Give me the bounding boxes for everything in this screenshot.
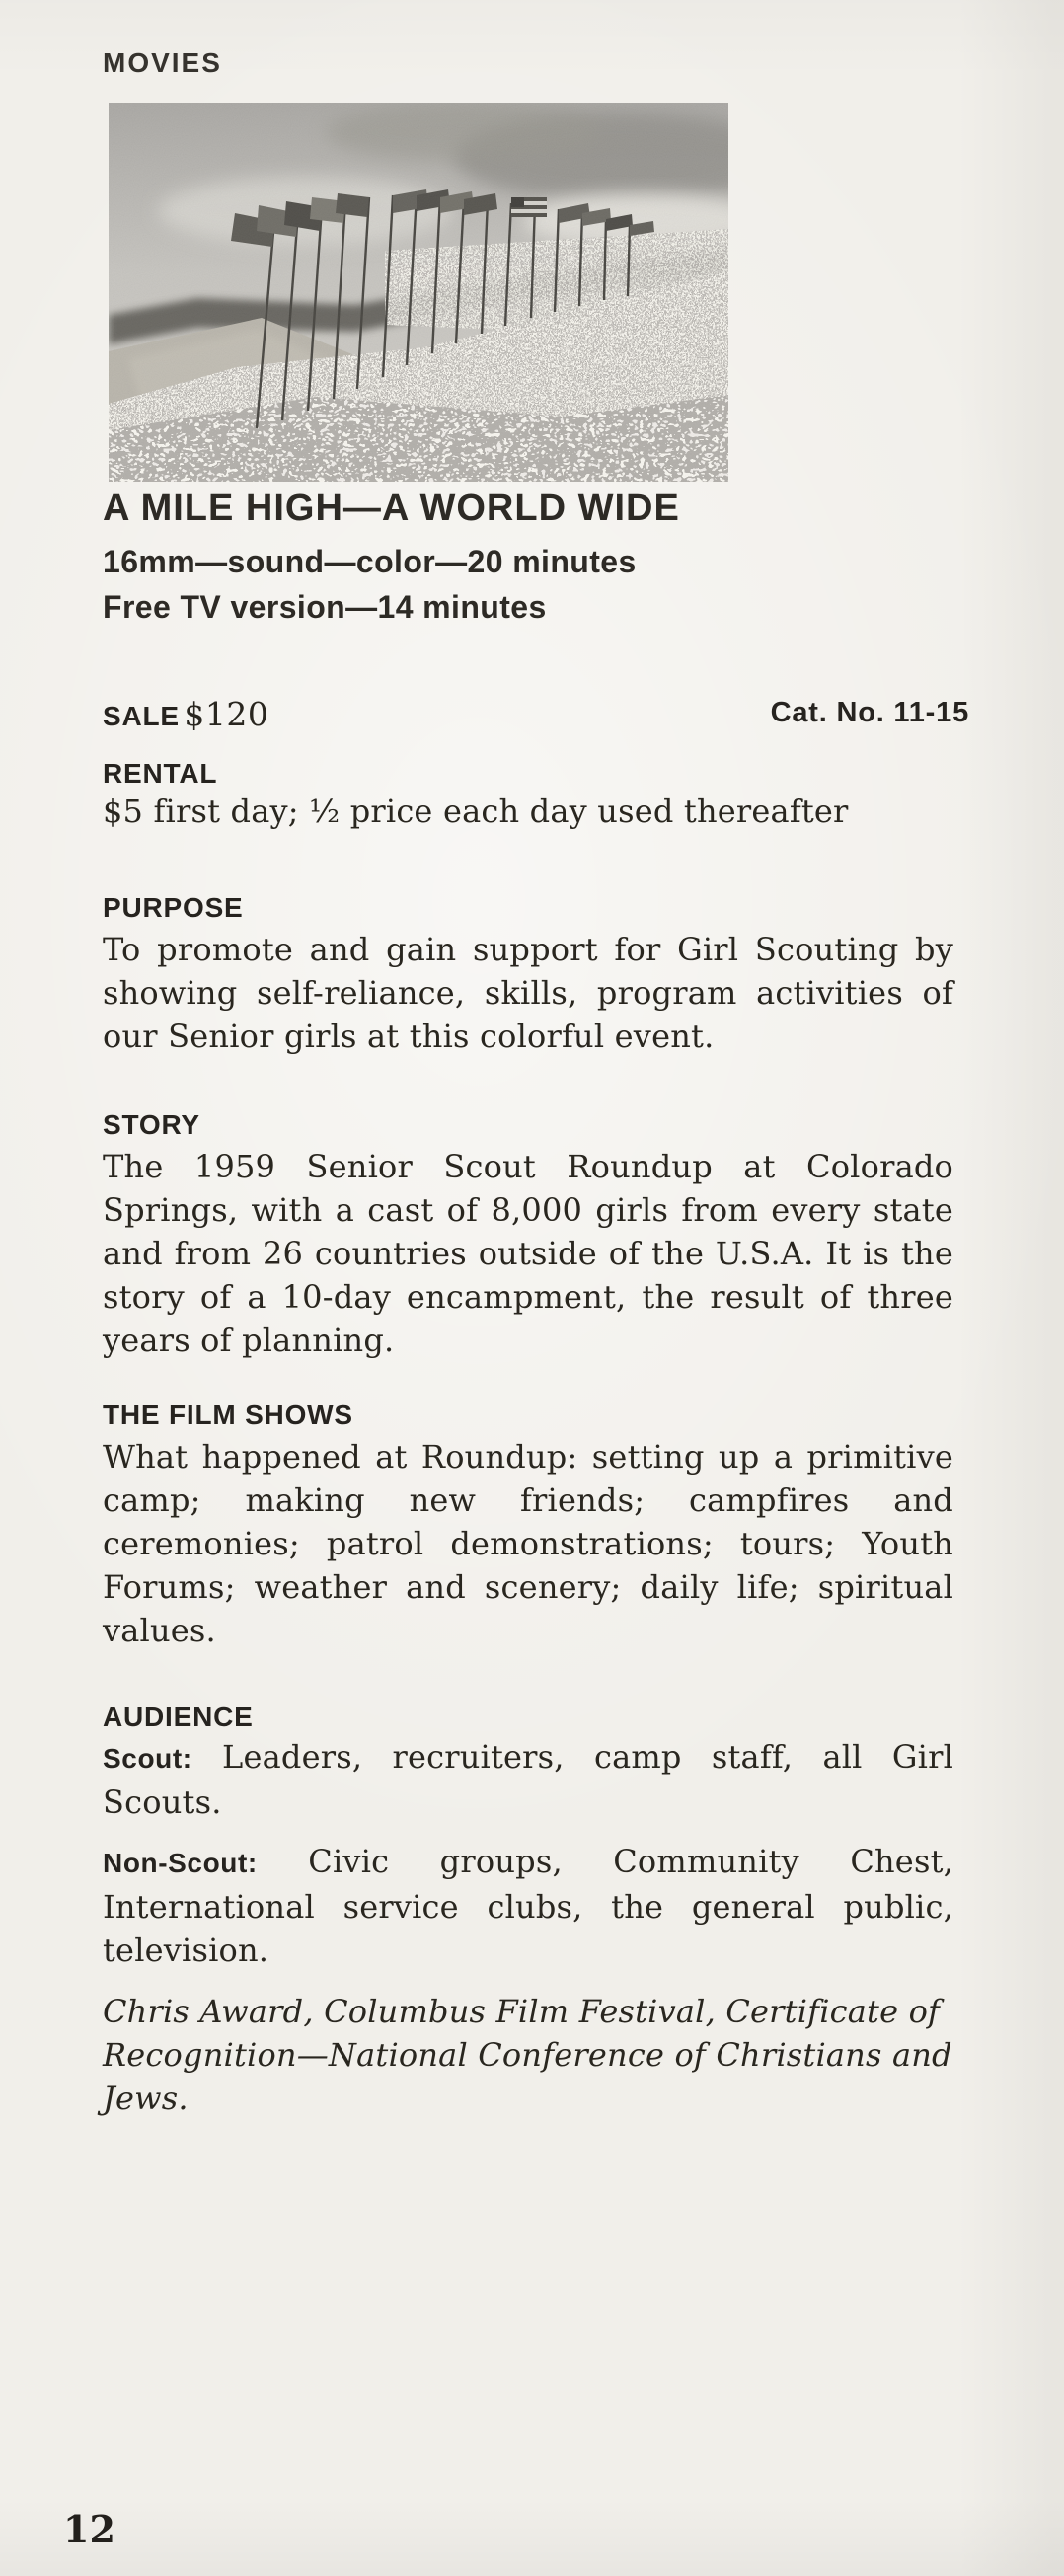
story-text: The 1959 Senior Scout Roundup at Colorado Springs, with a cast of 8,000 girls from every state and from 26 countries outside of the U.S.A. It is the story of a 10-day encampment, the result of three years of planning.	[103, 1148, 953, 1359]
film-format-line: 16mm—sound—color—20 minutes	[103, 544, 637, 579]
page-number: 12	[63, 2507, 115, 2551]
purpose-heading: PURPOSE	[103, 892, 244, 923]
sale-label: SALE	[103, 701, 180, 731]
film-photo	[109, 103, 728, 482]
audience-scout-label: Scout:	[103, 1743, 192, 1774]
film-shows-heading: THE FILM SHOWS	[103, 1400, 353, 1430]
rental-heading: RENTAL	[103, 758, 218, 789]
audience-heading: AUDIENCE	[103, 1702, 254, 1732]
film-tv-version-line: Free TV version—14 minutes	[103, 589, 547, 625]
audience-nonscout-label: Non-Scout:	[103, 1848, 258, 1878]
audience-scout-text: Leaders, recruiters, camp staff, all Girl Scouts.	[103, 1738, 954, 1821]
story-heading: STORY	[103, 1109, 200, 1140]
audience-scout-paragraph	[103, 1735, 953, 1824]
audience-nonscout-paragraph	[103, 1840, 953, 1972]
film-shows-text: What happened at Roundup: setting up a primitive camp; making new friends; campfires and ceremonies; patrol demonstrations; tours; Youth Forums; weather and scenery; daily life; spiritual values.	[103, 1438, 953, 1649]
sale-line	[103, 695, 268, 733]
category-label: MOVIES	[103, 47, 222, 78]
awards-text: Chris Award, Columbus Film Festival, Certificate of Recognition—National Conference of Christians and Jews.	[103, 1993, 952, 2117]
film-photo-illustration	[109, 103, 728, 482]
rental-terms: $5 first day; ½ price each day used thereafter	[103, 793, 849, 830]
catalog-number: Cat. No. 11-15	[770, 697, 969, 728]
audience-nonscout-text: Civic groups, Community Chest, International service clubs, the general public, television.	[103, 1843, 953, 1969]
purpose-text: To promote and gain support for Girl Scouting by showing self-reliance, skills, program activities of our Senior girls at this colorful event.	[103, 931, 953, 1055]
sale-price: $120	[184, 695, 269, 733]
film-title: A MILE HIGH—A WORLD WIDE	[103, 488, 680, 529]
